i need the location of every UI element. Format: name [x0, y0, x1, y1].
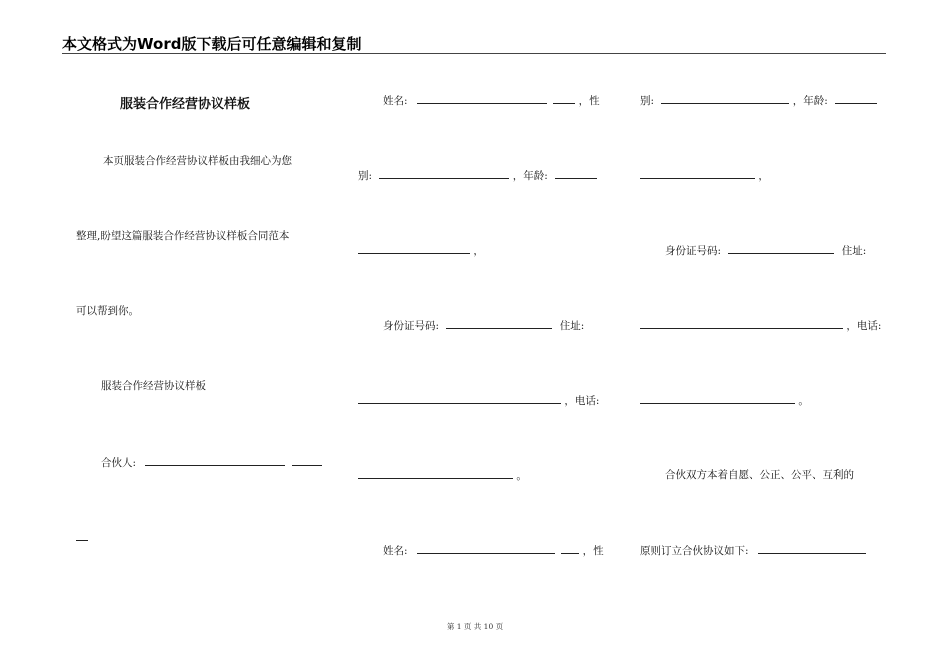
id-blank-2	[728, 243, 834, 254]
age-continuation-2	[640, 168, 769, 183]
intro-line-1: 本页服装合作经营协议样板由我细心为您	[103, 155, 292, 167]
gender-label-3: ，性	[582, 545, 604, 557]
address-blank	[358, 393, 561, 404]
phone-blank	[358, 468, 513, 479]
id-blank	[446, 318, 552, 329]
address-label: 住址:	[841, 245, 867, 257]
principle-line-1: 合伙双方本着自愿、公正、公平、互利的	[665, 469, 854, 481]
phone-label: ，电话:	[564, 395, 600, 407]
gender-label: ，性	[578, 95, 600, 107]
id-line-1	[383, 318, 584, 333]
section-heading: 服装合作经营协议样板	[101, 380, 206, 392]
partner-blank-3	[76, 530, 88, 541]
document-title: 服装合作经营协议样板	[120, 97, 251, 112]
page-footer: 第 1 页 共 10 页	[446, 622, 504, 631]
address-label: 住址:	[559, 320, 585, 332]
phone-line-2	[640, 393, 809, 408]
partner-line	[101, 455, 322, 470]
page-header: 本文格式为Word版下载后可任意编辑和复制	[62, 35, 362, 53]
name-blank-4	[561, 543, 579, 554]
age-blank-2	[835, 93, 877, 104]
intro-line-2: 整理,盼望这篇服装合作经营协议样板合同范本	[76, 230, 290, 242]
partner-continuation	[76, 530, 88, 545]
comma: ，	[473, 245, 484, 257]
age-blank-cont-2	[640, 168, 755, 179]
period: 。	[798, 395, 809, 407]
period: 。	[516, 470, 527, 482]
name-blank	[417, 93, 547, 104]
id-label: 身份证号码:	[383, 320, 440, 332]
address-line-1	[358, 393, 599, 408]
gender-age-line-1	[358, 168, 597, 183]
gender-blank-2	[661, 93, 789, 104]
age-label: ，年龄:	[792, 95, 828, 107]
gender-label: 别:	[640, 95, 655, 107]
partner-label: 合伙人:	[101, 457, 137, 469]
id-label: 身份证号码:	[665, 245, 722, 257]
address-line-2	[640, 318, 881, 333]
phone-label: ，电话:	[846, 320, 882, 332]
name-label: 姓名:	[383, 95, 408, 107]
name-blank-3	[417, 543, 555, 554]
phone-line-1	[358, 468, 527, 483]
principle-text: 原则订立合伙协议如下:	[640, 545, 749, 557]
name-line-1	[383, 93, 600, 108]
age-blank-cont	[358, 243, 470, 254]
partner-blank-2	[292, 455, 322, 466]
gender-label: 别:	[358, 170, 373, 182]
partner-blank-1	[145, 455, 285, 466]
comma: ，	[758, 170, 769, 182]
gender-age-line-2	[640, 93, 877, 108]
age-label: ，年龄:	[512, 170, 548, 182]
principle-line-2	[640, 543, 866, 558]
name-line-2	[383, 543, 604, 558]
gender-blank	[379, 168, 509, 179]
intro-line-3: 可以帮到你。	[76, 305, 139, 317]
name-blank-2	[553, 93, 575, 104]
principle-blank	[758, 543, 866, 554]
age-continuation-1	[358, 243, 484, 258]
phone-blank-2	[640, 393, 795, 404]
address-blank-2	[640, 318, 843, 329]
id-line-2	[665, 243, 866, 258]
age-blank	[555, 168, 597, 179]
name-label-2: 姓名:	[383, 545, 408, 557]
header-divider	[62, 53, 886, 54]
